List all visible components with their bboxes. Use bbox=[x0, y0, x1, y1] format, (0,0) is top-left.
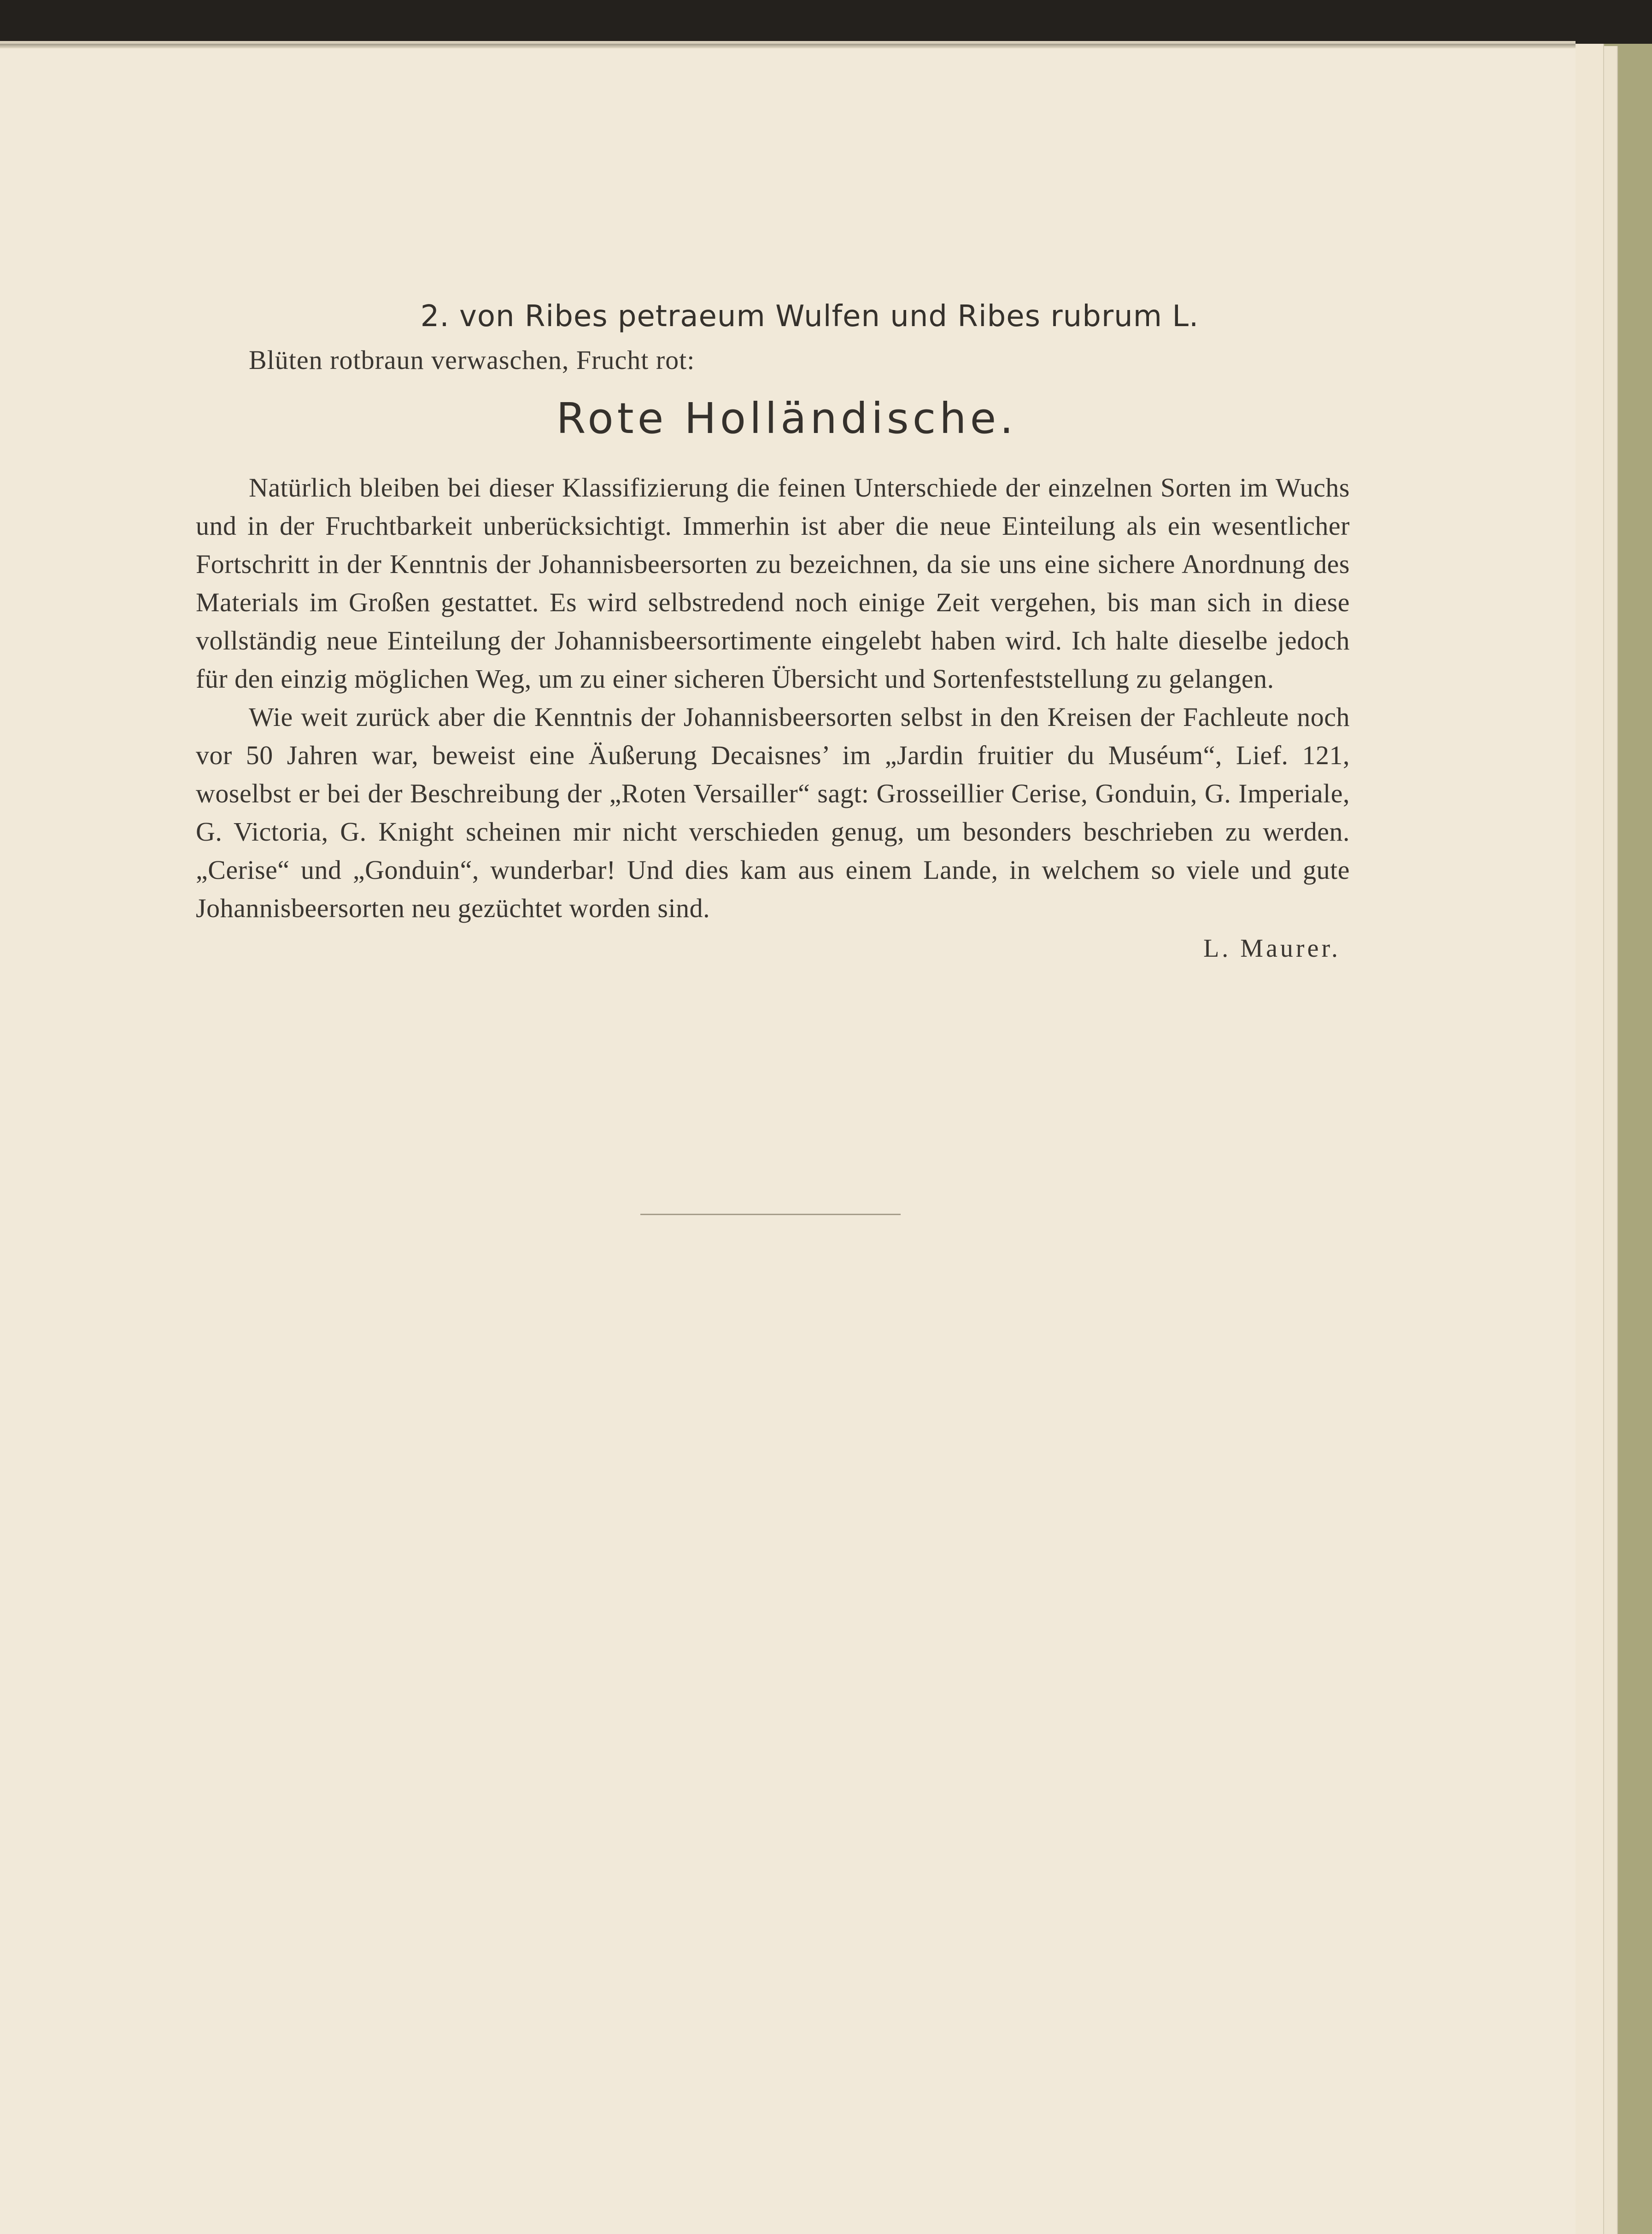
page-content bbox=[196, 299, 1350, 963]
section-subheading: Blüten rotbraun verwaschen, Frucht rot: bbox=[249, 345, 695, 375]
book-page bbox=[0, 44, 1576, 2234]
section-heading: 2. von Ribes petraeum Wulfen und Ribes rubrum L. bbox=[420, 299, 1199, 333]
author-signature: L. Maurer. bbox=[1203, 934, 1341, 963]
paragraph: Natürlich bleiben bei dieser Klassifizierung die feinen Unterschiede der einzelnen Sorten im Wuchs und in der Fruchtbarkeit unberücksichtigt. Immerhin ist aber die neue Einteilung als ein wesentlicher Fortschritt in der Kenntnis der Johannisbeersorten zu bezeichnen, da sie uns eine sichere Anordnung des Materials im Großen gestattet. Es wird selbstredend noch einige Zeit vergehen, bis man sich in diese vollständig neue Einteilung der Johannisbeersortimente eingelebt haben wird. Ich halte dieselbe jedoch für den einzig möglichen Weg, um zu einer sicheren Übersicht und Sortenfeststellung zu gelangen. bbox=[196, 473, 1350, 694]
paragraph: Wie weit zurück aber die Kenntnis der Johannisbeersorten selbst in den Kreisen der Fachleute noch vor 50 Jahren war, beweist eine Äußerung Decaisnes’ im „Jardin fruitier du Muséum“, Lief. 121, woselbst er bei der Beschreibung der „Roten Versailler“ sagt: Grosseillier Cerise, Gonduin, G. Imperiale, G. Victoria, G. Knight scheinen mir nicht verschieden genug, um besonders beschrieben zu werden. „Cerise“ und „Gonduin“, wunderbar! Und dies kam aus einem Lande, in welchem so viele und gute Johannisbeersorten neu gezüchtet worden sind. bbox=[196, 702, 1350, 923]
variety-title: Rote Holländische. bbox=[556, 394, 1017, 443]
divider-rule bbox=[640, 1214, 901, 1215]
